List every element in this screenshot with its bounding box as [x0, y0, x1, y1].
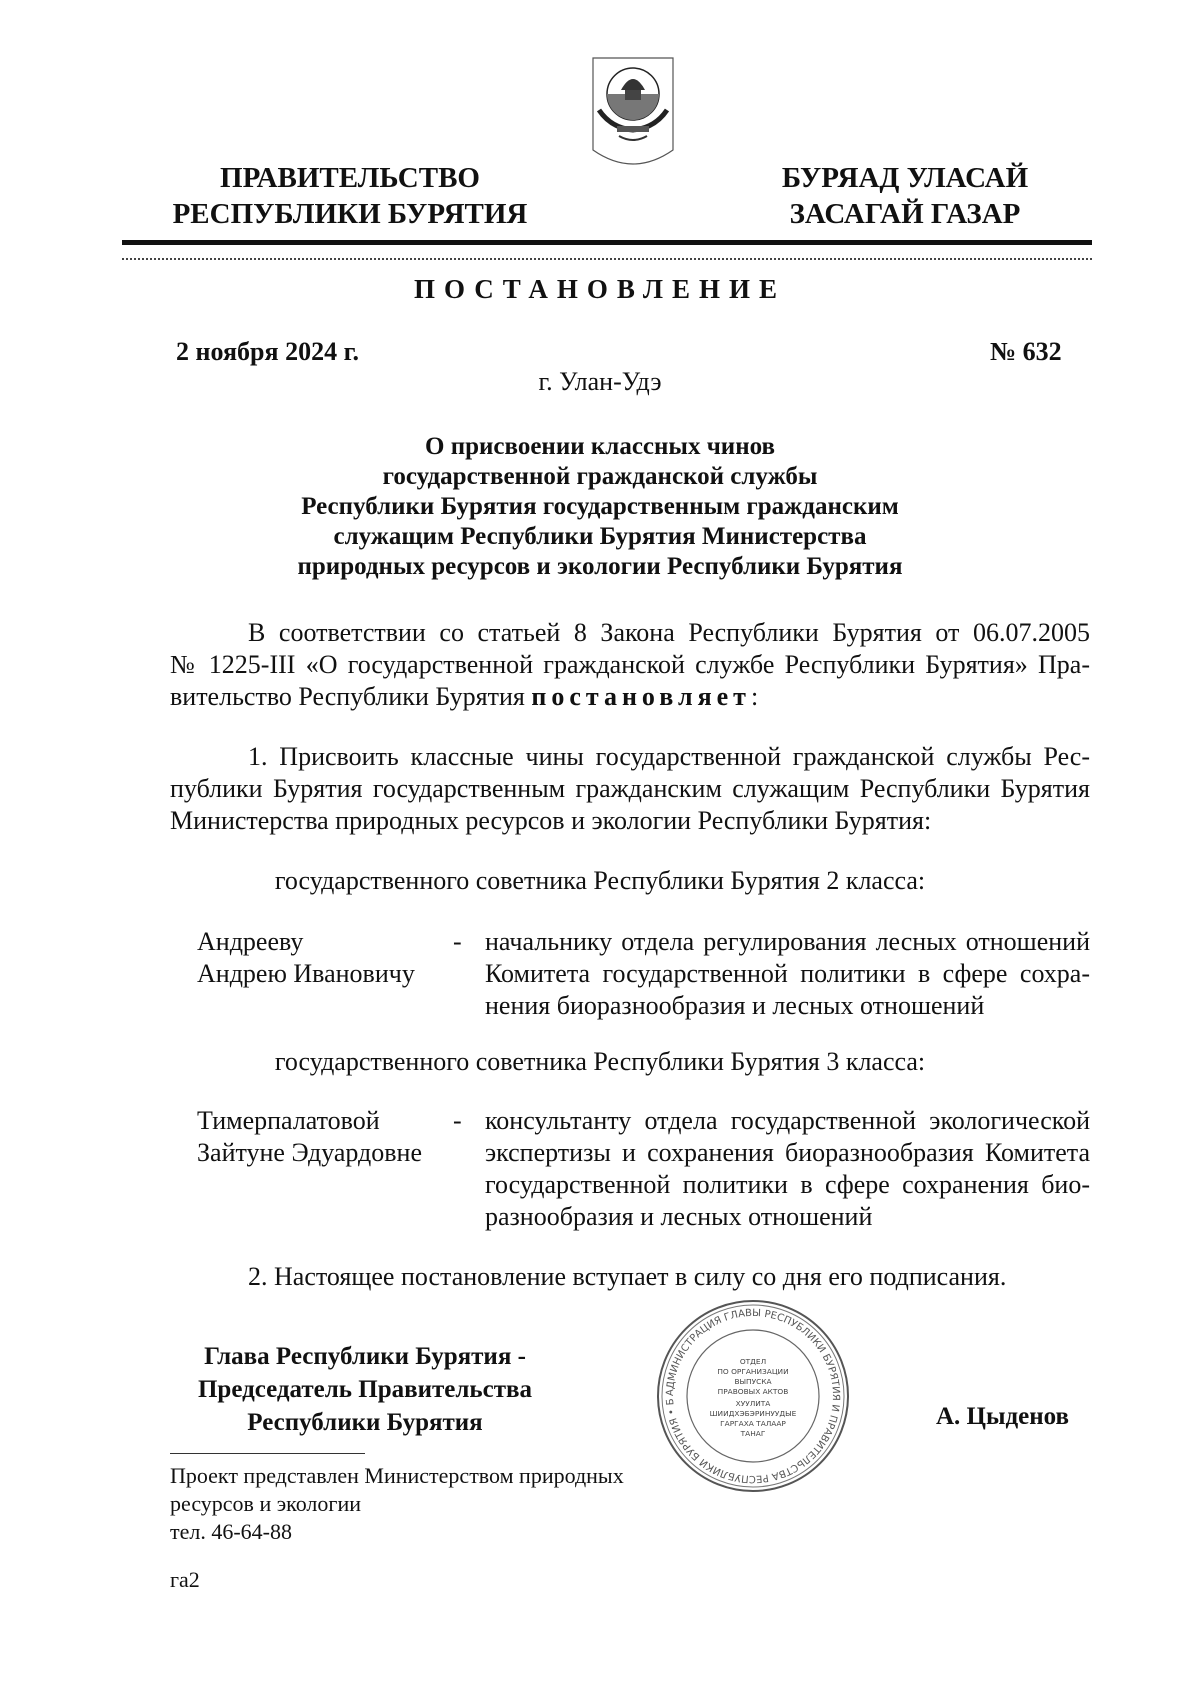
document-type-heading: ПОСТАНОВЛЕНИЕ [413, 274, 787, 304]
person2-position-line4: разнообразия и лесных отношений [485, 1202, 873, 1231]
header-right-government [735, 160, 1075, 232]
seal-center-line: ПРАВОВЫХ АКТОВ [717, 1387, 789, 1396]
person1-position-line2: Комитета государственной политики в сфере сохра- [485, 959, 1090, 988]
header-right-line2: ЗАСАГАЙ ГАЗАР [789, 198, 1021, 230]
seal-center-line: ПО ОРГАНИЗАЦИИ [717, 1367, 789, 1376]
person2-position-line1: консультанту отдела государственной экологической [485, 1106, 1090, 1135]
person2-name-line1: Тимерпалатовой [197, 1106, 380, 1135]
seal-center-line: ОТДЕЛ [739, 1357, 767, 1366]
title-line: служащим Республики Бурятия Министерства [333, 523, 867, 550]
preamble-line-3 [170, 681, 758, 713]
footer-phone: тел. 46-64-88 [170, 1519, 293, 1544]
preamble-line-3-text: вительство Республики Бурятия [170, 682, 532, 711]
person1-position-line3: нения биоразнообразия и лесных отношений [485, 991, 985, 1020]
clause1-line-3: Министерства природных ресурсов и экологии Республики Бурятия: [170, 806, 932, 835]
signature-title-block [175, 1340, 555, 1439]
footer-code: га2 [170, 1567, 200, 1592]
seal-center-line: ТАНАГ [740, 1429, 766, 1438]
title-line: государственной гражданской службы [382, 463, 818, 490]
clause2-text: 2. Настоящее постановление вступает в силу со дня его подписания. [248, 1262, 1007, 1291]
seal-center-line: ВЫПУСКА [734, 1377, 772, 1386]
header-right-line1: БУРЯАД УЛАСАЙ [781, 162, 1029, 194]
signer-name: А. Цыденов [936, 1403, 1070, 1430]
header-left-line2: РЕСПУБЛИКИ БУРЯТИЯ [172, 198, 528, 230]
person1-name-line1: Андрееву [197, 927, 304, 956]
person2-position-line2: экспертизы и сохранения биоразнообразия Комитета [485, 1138, 1090, 1167]
preamble-line-1: В соответствии со статьей 8 Закона Республики Бурятия от 06.07.2005 [248, 618, 1090, 647]
footer-line2: ресурсов и экологии [170, 1491, 361, 1516]
coat-of-arms-emblem [589, 50, 677, 178]
seal-center-line: ГАРГАХА ТАЛААР [720, 1419, 786, 1428]
title-line: природных ресурсов и экологии Республики Бурятия [297, 553, 903, 580]
official-seal-stamp [655, 1298, 851, 1494]
rank1-heading: государственного советника Республики Бурятия 2 класса: [274, 866, 926, 895]
document-title [200, 432, 1000, 582]
seal-center-line: ХУУЛИТА [735, 1399, 771, 1408]
preamble-line-3-end: : [750, 682, 759, 711]
footer-line1: Проект представлен Министерством природных [170, 1463, 624, 1488]
title-line: О присвоении классных чинов [425, 433, 775, 460]
seal-ring-text: АДМИНИСТРАЦИЯ ГЛАВЫ РЕСПУБЛИКИ БУРЯТИЯ И ПРАВИТЕЛЬСТВА РЕСПУБЛИКИ БУРЯТИЯ • Б [664, 1307, 842, 1485]
person1-position-line1: начальнику отдела регулирования лесных отношений [485, 927, 1090, 956]
person1-dash: - [453, 927, 462, 956]
header-left-line1: ПРАВИТЕЛЬСТВО [220, 162, 480, 194]
seal-center-line: ШИИДХЭБЭРИНУУДЫЕ [709, 1409, 797, 1418]
document-city: г. Улан-Удэ [538, 367, 662, 396]
signature-title-line1: Глава Республики Бурятия - [204, 1343, 526, 1370]
header-divider-thin [122, 258, 1092, 260]
signature-title-line3: Республики Бурятия [247, 1409, 483, 1436]
preamble-line-2: № 1225-III «О государственной гражданской службе Республики Бурятия» Пра- [170, 650, 1090, 679]
person1-name-line2: Андрею Ивановичу [197, 959, 415, 988]
header-divider-thick [122, 240, 1092, 245]
document-date: 2 ноября 2024 г. [176, 337, 359, 366]
resolves-keyword: постановляет [531, 682, 751, 711]
footer-divider [170, 1453, 365, 1454]
title-line: Республики Бурятия государственным гражданским [301, 493, 899, 520]
rank2-heading: государственного советника Республики Бурятия 3 класса: [274, 1047, 926, 1076]
person2-position-line3: государственной политики в сфере сохранения био- [485, 1170, 1090, 1199]
signature-title-line2: Председатель Правительства [197, 1376, 533, 1403]
person2-name-line2: Зайтуне Эдуардовне [197, 1138, 423, 1167]
clause1-line-2: публики Бурятия государственным гражданским служащим Республики Бурятия [170, 774, 1090, 803]
person2-dash: - [453, 1106, 462, 1135]
header-left-government [150, 160, 550, 232]
clause1-line-1: 1. Присвоить классные чины государственной гражданской службы Рес- [248, 742, 1090, 771]
document-number: № 632 [990, 337, 1062, 366]
